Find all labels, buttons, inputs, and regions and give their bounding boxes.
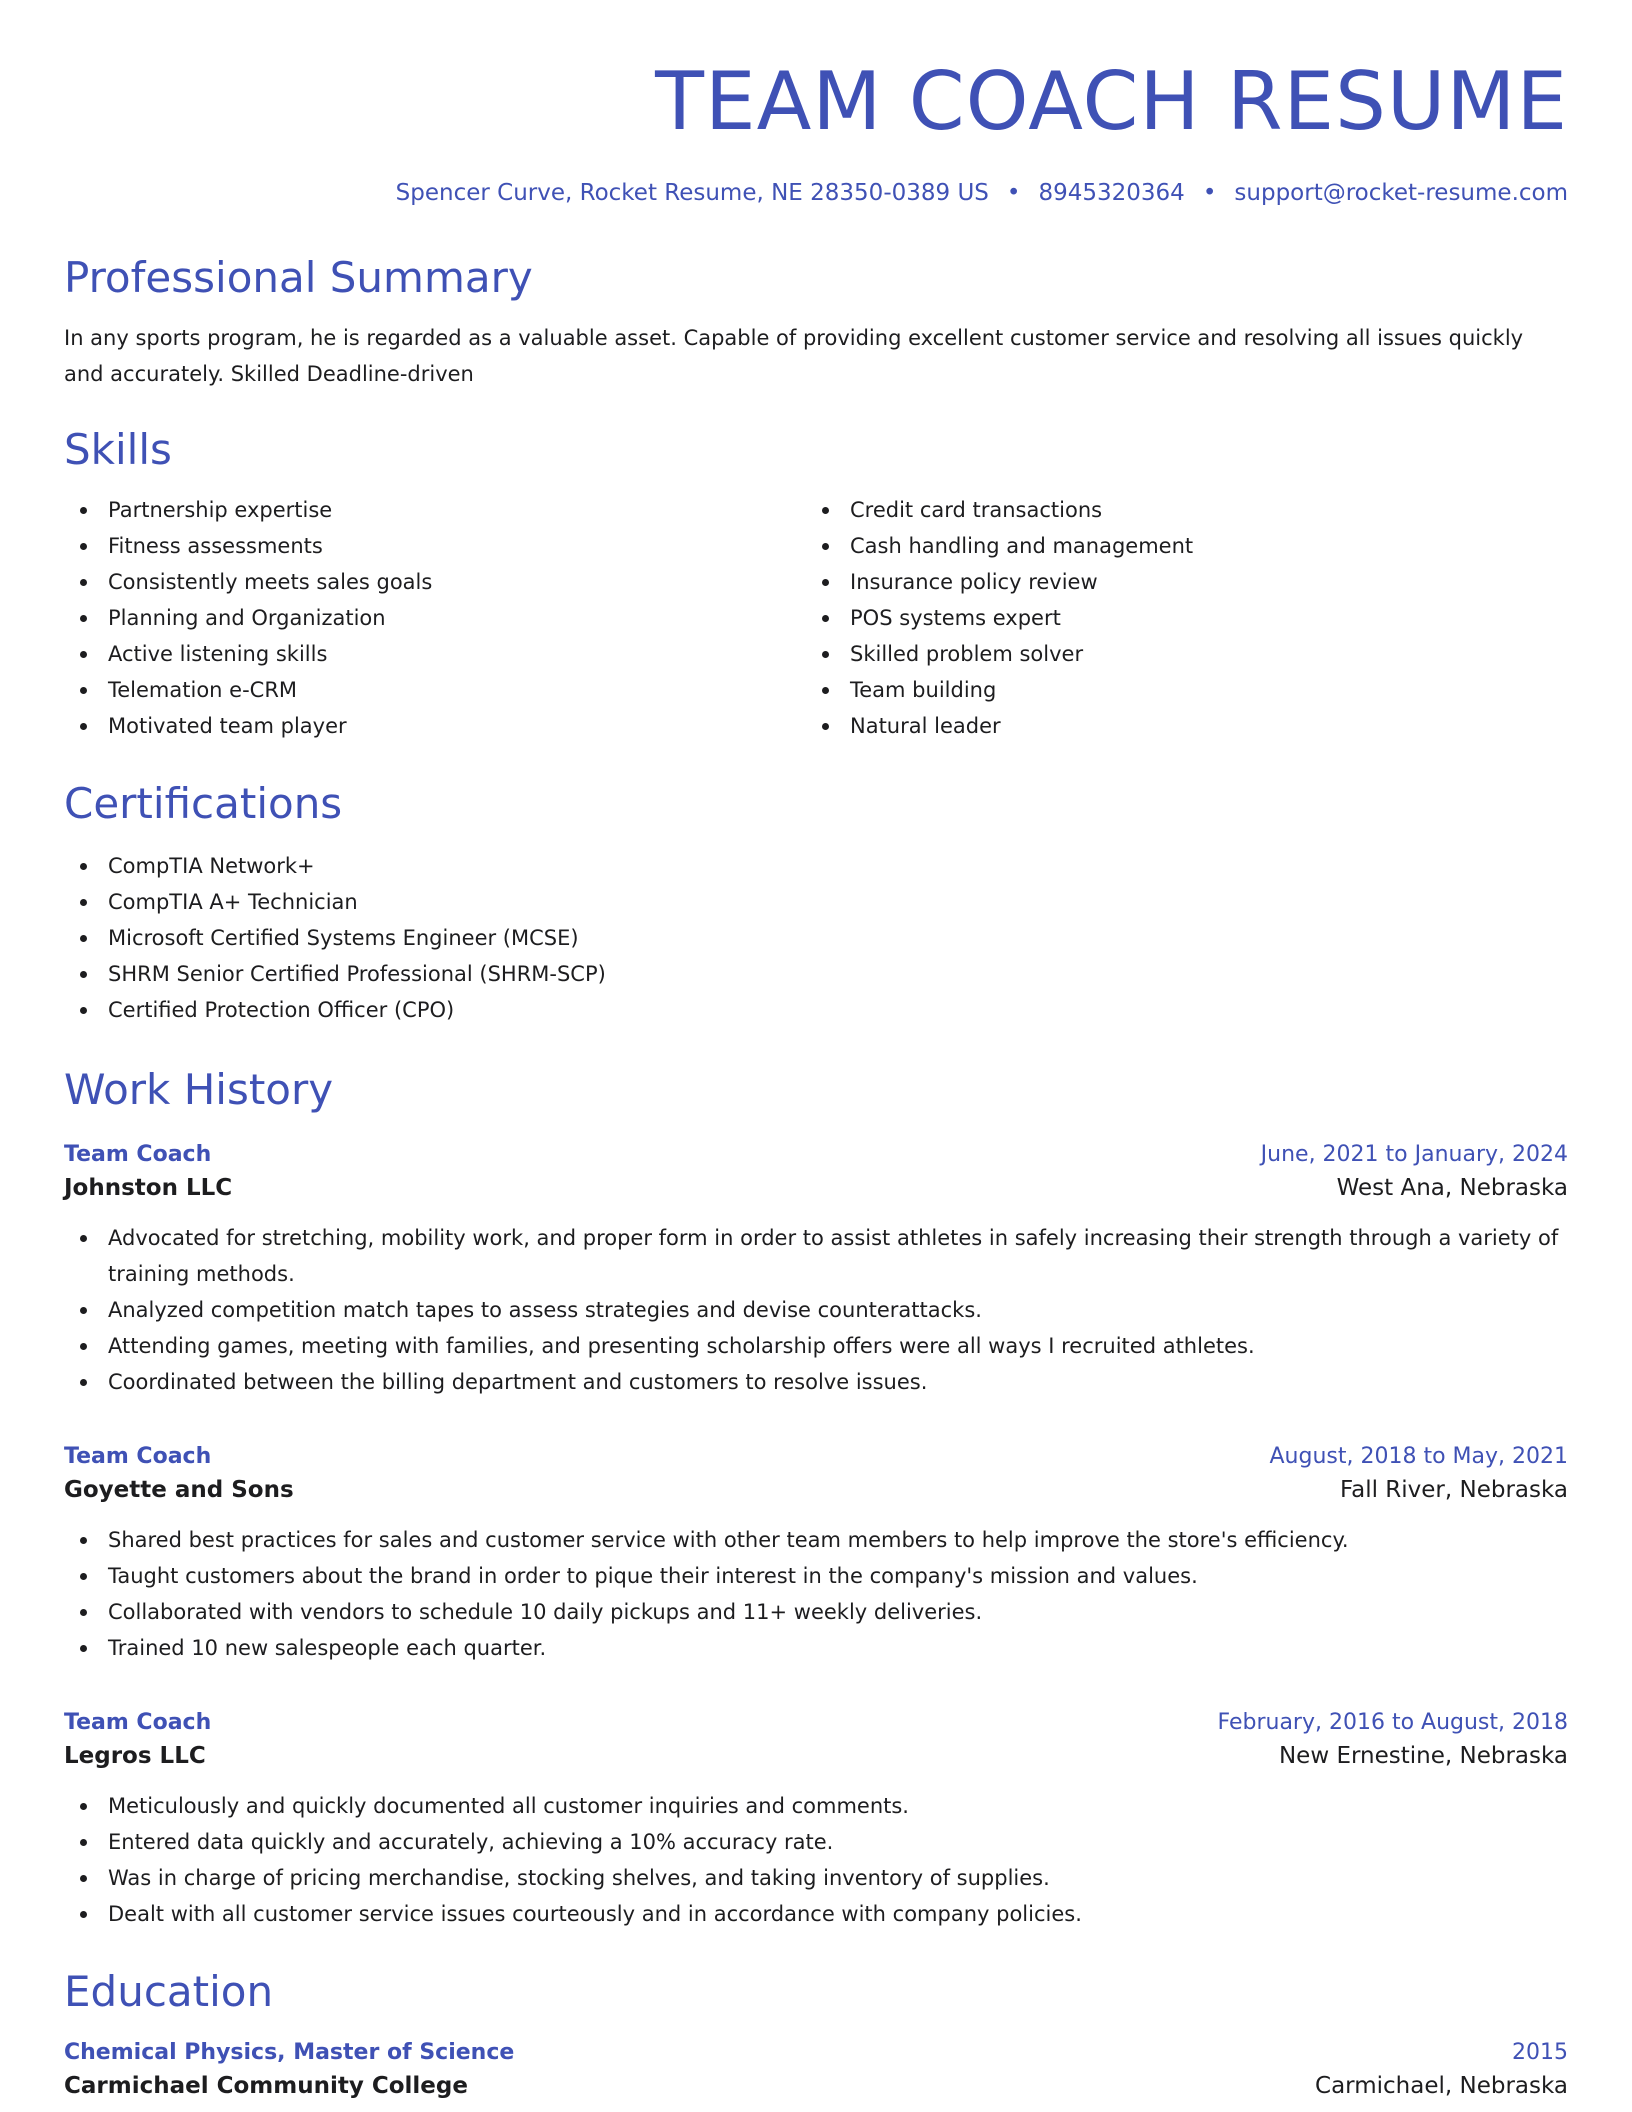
education-degree-row [64,2038,1568,2068]
skills-list-right [806,492,1548,744]
skills-heading: Skills [64,425,172,474]
job-dates: August, 2018 to May, 2021 [1269,1444,1568,1469]
contact-separator: • [1202,180,1217,206]
certifications-section [64,776,1568,1028]
skill-item: Team building [806,672,1548,708]
job-bullets [64,1220,1568,1400]
skill-item: Cash handling and management [806,528,1548,564]
job-title-row [64,1442,1568,1472]
job-entry [64,1442,1568,1666]
job-bullet: Shared best practices for sales and customer service with other team members to help improve the store's efficiency. [64,1522,1568,1558]
skill-item: Fitness assessments [64,528,806,564]
job-bullet: Attending games, meeting with families, and presenting scholarship offers were all ways I recruited athletes. [64,1328,1568,1364]
job-entry [64,1140,1568,1400]
job-company-row [64,1738,1568,1774]
education-school: Carmichael Community College [64,2073,468,2099]
job-location: Fall River, Nebraska [1339,1477,1568,1503]
job-bullet: Collaborated with vendors to schedule 10 daily pickups and 11+ weekly deliveries. [64,1594,1568,1630]
contact-address: Spencer Curve, Rocket Resume, NE 28350-0389 US [395,180,989,206]
job-bullet: Meticulously and quickly documented all customer inquiries and comments. [64,1788,1568,1824]
skill-item: Natural leader [806,708,1548,744]
education-location: Carmichael, Nebraska [1315,2073,1568,2099]
skill-item: Motivated team player [64,708,806,744]
certification-item: Certified Protection Officer (CPO) [64,992,1568,1028]
resume-page [64,0,1568,2104]
certification-item: CompTIA Network+ [64,848,1568,884]
skill-item: Consistently meets sales goals [64,564,806,600]
job-bullet: Entered data quickly and accurately, achieving a 10% accuracy rate. [64,1824,1568,1860]
resume-title: TEAM COACH RESUME [655,55,1568,148]
job-bullet: Taught customers about the brand in order to pique their interest in the company's mission and values. [64,1558,1568,1594]
skill-item: Credit card transactions [806,492,1548,528]
job-title-row [64,1140,1568,1170]
skill-item: Planning and Organization [64,600,806,636]
job-title: Team Coach [64,1142,212,1167]
work-history-heading: Work History [64,1065,334,1114]
job-company: Johnston LLC [64,1175,233,1201]
job-company-row [64,1472,1568,1508]
education-year: 2015 [1512,2040,1568,2065]
certifications-list [64,848,1568,1028]
skills-column-right [806,492,1548,744]
contact-separator: • [1006,180,1021,206]
job-bullets [64,1522,1568,1666]
job-bullet: Trained 10 new salespeople each quarter. [64,1630,1568,1666]
job-dates: February, 2016 to August, 2018 [1217,1710,1568,1735]
education-degree: Chemical Physics, Master of Science [64,2040,515,2065]
certification-item: Microsoft Certified Systems Engineer (MCSE) [64,920,1568,956]
education-school-row [64,2068,1568,2104]
education-entry [64,2038,1568,2104]
contact-phone: 8945320364 [1038,180,1185,206]
skill-item: Skilled problem solver [806,636,1548,672]
job-bullet: Coordinated between the billing department and customers to resolve issues. [64,1364,1568,1400]
job-title: Team Coach [64,1710,212,1735]
resume-header [64,0,1568,208]
job-company: Goyette and Sons [64,1477,294,1503]
job-bullet: Dealt with all customer service issues courteously and in accordance with company policies. [64,1896,1568,1932]
skills-grid [64,492,1568,744]
skills-list-left [64,492,806,744]
job-company: Legros LLC [64,1743,206,1769]
job-entry [64,1708,1568,1932]
summary-section [64,250,1568,392]
skill-item: Active listening skills [64,636,806,672]
certification-item: CompTIA A+ Technician [64,884,1568,920]
job-bullets [64,1788,1568,1932]
summary-text: In any sports program, he is regarded as a valuable asset. Capable of providing excellent customer service and resolving all issues quickly and accurately. Skilled Deadline-driven [64,326,1524,386]
summary-heading: Professional Summary [64,253,533,302]
job-title: Team Coach [64,1444,212,1469]
contact-line [64,178,1568,208]
skills-section [64,422,1568,744]
work-history-section [64,1062,1568,1932]
education-section [64,1964,1568,2104]
skill-item: Telemation e-CRM [64,672,806,708]
job-location: West Ana, Nebraska [1336,1175,1568,1201]
job-title-row [64,1708,1568,1738]
job-bullet: Advocated for stretching, mobility work, and proper form in order to assist athletes in safely increasing their strength through a variety of training methods. [64,1220,1568,1292]
skill-item: Insurance policy review [806,564,1548,600]
certifications-heading: Certifications [64,779,343,828]
education-heading: Education [64,1967,274,2016]
skill-item: Partnership expertise [64,492,806,528]
skill-item: POS systems expert [806,600,1548,636]
job-dates: June, 2021 to January, 2024 [1260,1142,1568,1167]
job-bullet: Was in charge of pricing merchandise, stocking shelves, and taking inventory of supplies. [64,1860,1568,1896]
job-company-row [64,1170,1568,1206]
contact-email: support@rocket-resume.com [1234,180,1568,206]
skills-column-left [64,492,806,744]
job-location: New Ernestine, Nebraska [1278,1743,1568,1769]
job-bullet: Analyzed competition match tapes to assess strategies and devise counterattacks. [64,1292,1568,1328]
certification-item: SHRM Senior Certified Professional (SHRM-SCP) [64,956,1568,992]
